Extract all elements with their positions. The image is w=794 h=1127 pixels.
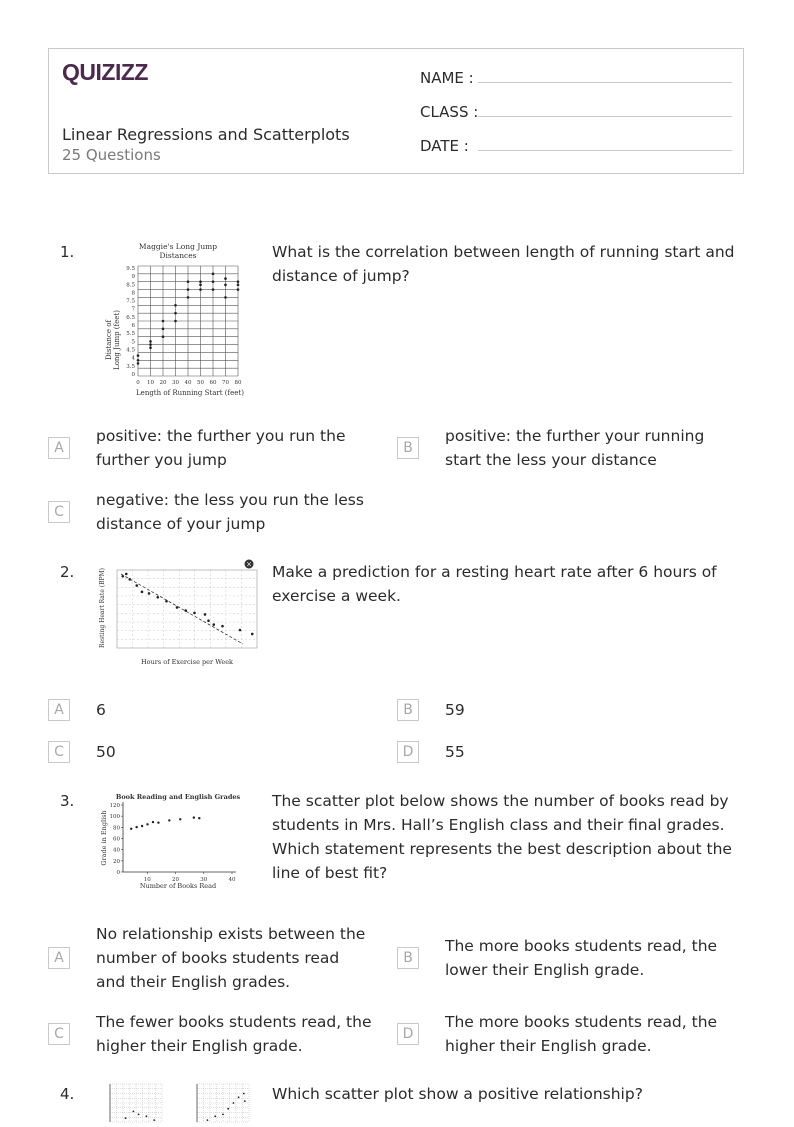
jump-point [137, 354, 140, 357]
q1-option-c-box[interactable]: C [48, 501, 70, 523]
jump-point [237, 288, 240, 291]
heart-rate-scatterplot [95, 558, 260, 674]
books-y-tick: 80 [113, 825, 120, 832]
books-x-tick: 40 [228, 877, 236, 883]
q2-option-b-text[interactable]: 59 [445, 701, 465, 719]
heart-point [148, 592, 151, 595]
jump-x-tick: 40 [184, 380, 192, 386]
jump-point [137, 362, 140, 365]
question-4-number: 4. [60, 1085, 75, 1103]
q3-option-d-text[interactable]: The more books students read, the higher their English grade. [445, 1013, 718, 1055]
q1-option-a-box[interactable]: A [48, 437, 70, 459]
jump-point [149, 340, 152, 343]
heart-point [156, 596, 159, 599]
jump-point [174, 304, 177, 307]
thumb-point [133, 1110, 135, 1112]
question-2-number: 2. [60, 563, 75, 581]
q2-option-d-text[interactable]: 55 [445, 743, 465, 761]
books-point [135, 826, 137, 828]
heart-point [221, 625, 224, 628]
jump-y-tick: 8 [131, 290, 135, 297]
name-label: NAME : [420, 69, 474, 87]
svg-text:×: × [246, 560, 252, 569]
books-point [193, 816, 195, 818]
jump-point [174, 312, 177, 315]
name-field [420, 69, 474, 87]
jump-y-tick: 4 [131, 355, 135, 362]
thumb-point [244, 1100, 246, 1102]
name-line [478, 82, 732, 83]
books-y-tick: 120 [109, 803, 120, 809]
thumb-point [138, 1114, 140, 1116]
jump-point [237, 284, 240, 287]
books-y-tick: 60 [113, 836, 120, 843]
jump-y-tick: 5 [131, 339, 135, 346]
jump-point [187, 280, 190, 283]
jump-x-tick: 0 [136, 380, 140, 386]
q1-option-b-box[interactable]: B [397, 437, 419, 459]
books-x-tick: 10 [143, 877, 151, 883]
jump-x-tick: 80 [234, 380, 242, 386]
jump-point [187, 296, 190, 299]
jump-y-tick: 7.5 [126, 298, 135, 305]
jump-xlabel: Length of Running Start (feet) [136, 389, 244, 397]
q3-option-c-text[interactable]: The fewer books students read, the higher their English grade. [96, 1013, 372, 1055]
books-y-ticks [110, 803, 124, 876]
worksheet-header [48, 48, 744, 174]
q2-option-a-text[interactable]: 6 [96, 701, 106, 719]
thumb-point [222, 1114, 224, 1116]
thumb-point [243, 1093, 245, 1095]
question-2-text: Make a prediction for a resting heart rate after 6 hours of exercise a week. [272, 563, 717, 605]
question-4-text: Which scatter plot show a positive relationship? [272, 1085, 643, 1103]
jump-point [174, 320, 177, 323]
question-3-number: 3. [60, 792, 75, 810]
q3-option-b-text[interactable]: The more books students read, the lower their English grade. [445, 937, 718, 979]
jump-y-tick: 6 [131, 323, 135, 330]
heart-point [193, 612, 196, 615]
jump-x-tick: 30 [172, 380, 179, 386]
heart-point [135, 584, 138, 587]
heart-frame [117, 570, 257, 648]
jump-x-tick: 70 [222, 380, 229, 386]
thumb-point [238, 1096, 240, 1098]
heart-points [121, 573, 253, 636]
heart-point [212, 623, 215, 626]
q3-option-b-box[interactable]: B [397, 947, 419, 969]
jump-point [212, 273, 215, 276]
q3-option-a-text[interactable]: No relationship exists between the number of books students read and their English grades. [96, 925, 366, 991]
date-field [420, 137, 469, 155]
q1-option-a-text[interactable]: positive: the further you run the further you jump [96, 427, 346, 469]
thumb-point [125, 1117, 127, 1119]
books-ylabel: Grade in English [100, 810, 108, 866]
jump-point [149, 343, 152, 346]
q1-option-b-text[interactable]: positive: the further your running start the less your distance [445, 427, 705, 469]
q3-option-d-box[interactable]: D [397, 1023, 419, 1045]
heart-point [239, 629, 242, 632]
heart-xlabel: Hours of Exercise per Week [141, 658, 233, 666]
jump-point [187, 288, 190, 291]
books-point [130, 828, 132, 830]
q2-option-c-text[interactable]: 50 [96, 743, 116, 761]
books-title: Book Reading and English Grades [115, 793, 241, 801]
q3-option-a-box[interactable]: A [48, 947, 70, 969]
jump-y-tick: 8.5 [126, 282, 135, 289]
books-point [152, 821, 154, 823]
jump-point [212, 288, 215, 291]
books-point [198, 817, 200, 819]
books-y-tick: 40 [113, 847, 120, 854]
jump-x-ticks [136, 380, 242, 386]
books-xlabel: Number of Books Read [139, 882, 217, 890]
jump-y-tick: 0 [131, 371, 135, 378]
thumb-point [153, 1119, 155, 1121]
books-point [157, 821, 159, 823]
books-point [179, 818, 181, 820]
heart-point [125, 573, 128, 576]
question-count: 25 Questions [62, 146, 161, 164]
jump-point [224, 284, 227, 287]
book-reading-scatterplot [96, 788, 246, 898]
jump-point [224, 296, 227, 299]
heart-point [204, 613, 207, 616]
worksheet-title: Linear Regressions and Scatterplots [62, 125, 350, 144]
jump-x-tick: 60 [209, 380, 217, 386]
jump-y-ticks [126, 266, 135, 378]
thumb-point [214, 1115, 216, 1117]
jump-y-tick: 6.5 [126, 314, 135, 321]
scatterplot-thumbnail-1 [98, 1080, 168, 1127]
q2-option-b-box[interactable]: B [397, 699, 419, 721]
date-line [478, 150, 732, 151]
jump-point [149, 346, 152, 349]
jump-y-tick: 9 [131, 274, 135, 281]
books-x-tick: 30 [200, 877, 208, 883]
jump-point [162, 320, 165, 323]
jump-point [199, 288, 202, 291]
question-3-text: The scatter plot below shows the number of books read by students in Mrs. Hall’s English class and their final grades. Which statement represents the best description about the line of best fit? [272, 792, 732, 882]
class-line [478, 116, 732, 117]
thumb-point [227, 1108, 229, 1110]
date-label: DATE : [420, 137, 469, 155]
jump-x-tick: 10 [147, 380, 154, 386]
heart-trend-line [121, 574, 243, 644]
class-label: CLASS : [420, 103, 479, 121]
jump-y-tick: 3.5 [126, 363, 135, 370]
jump-title-1: Maggie's Long Jump [138, 242, 218, 251]
books-point [168, 819, 170, 821]
jump-point [224, 277, 227, 280]
books-y-tick: 100 [109, 814, 120, 821]
thumb-point [207, 1119, 209, 1121]
heart-point [251, 633, 254, 636]
jump-y-tick: 5.5 [126, 331, 135, 338]
jump-point [199, 280, 202, 283]
jump-point [199, 284, 202, 287]
heart-ylabel: Resting Heart Rate (BPM) [99, 567, 106, 649]
jump-y-tick: 4.5 [126, 347, 135, 354]
thumb1-grid [98, 1080, 168, 1123]
jump-point [162, 335, 165, 338]
jump-x-tick: 50 [197, 380, 204, 386]
jump-ylabel-1: Distance of [105, 319, 113, 361]
q2-option-c-box[interactable]: C [48, 741, 70, 763]
long-jump-scatterplot [100, 240, 255, 406]
thumb-point [146, 1115, 148, 1117]
heart-grid [117, 570, 257, 648]
jump-point [237, 280, 240, 283]
heart-point [207, 619, 210, 622]
jump-x-tick: 20 [159, 380, 167, 386]
thumb-point [233, 1102, 235, 1104]
heart-point [141, 591, 144, 594]
jump-y-tick: 7 [131, 306, 135, 313]
jump-point [212, 280, 215, 283]
books-x-tick: 20 [172, 877, 179, 883]
jump-point [137, 359, 140, 362]
books-point [141, 825, 143, 827]
scatterplot-thumbnail-2 [185, 1080, 255, 1127]
jump-ylabel-2: Long Jump (feet) [113, 310, 121, 370]
jump-title-2: Distances [159, 251, 197, 260]
thumb2-grid [185, 1080, 255, 1123]
question-1-text: What is the correlation between length of running start and distance of jump? [272, 243, 735, 285]
q2-option-d-box[interactable]: D [397, 741, 419, 763]
question-1-number: 1. [60, 243, 75, 261]
q1-option-c-text[interactable]: negative: the less you run the less distance of your jump [96, 491, 364, 533]
class-field [420, 103, 478, 121]
jump-y-tick: 9.5 [126, 266, 135, 272]
q3-option-c-box[interactable]: C [48, 1023, 70, 1045]
books-y-tick: 20 [113, 858, 120, 865]
books-points [130, 816, 201, 830]
books-point [146, 823, 148, 825]
jump-point [162, 328, 165, 331]
quizizz-logo: QUIZIZZ [62, 59, 148, 85]
books-y-tick: 0 [116, 870, 120, 876]
q2-option-a-box[interactable]: A [48, 699, 70, 721]
